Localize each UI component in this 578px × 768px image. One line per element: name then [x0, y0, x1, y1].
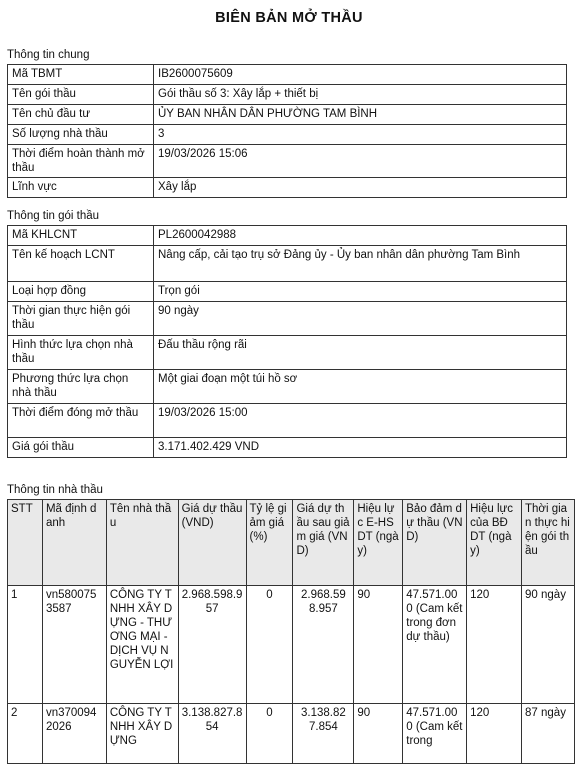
- column-header: STT: [8, 500, 43, 586]
- table-header-row: [8, 500, 575, 586]
- table-cell: 47.571.000 (Cam kết trong đơn dự thầu): [403, 586, 467, 704]
- table-cell: 3.138.827.854: [178, 704, 246, 764]
- column-header: Bảo đảm dự thầu (VND): [403, 500, 467, 586]
- page-title: BIÊN BẢN MỞ THẦU: [215, 10, 363, 26]
- table-cell: 2.968.598.957: [178, 586, 246, 704]
- row-value: 19/03/2026 15:06: [154, 145, 567, 178]
- table-cell: CÔNG TY TNHH XÂY DỰNG: [106, 704, 178, 764]
- table-row: [8, 178, 567, 198]
- row-value: Một giai đoạn một túi hồ sơ: [154, 370, 567, 404]
- bidders-table: [7, 499, 575, 764]
- table-row: [8, 246, 567, 282]
- row-value: 3.171.402.429 VND: [154, 438, 567, 458]
- table-cell: 3.138.827.854: [293, 704, 354, 764]
- row-value: 3: [154, 125, 567, 145]
- row-value: Trọn gói: [154, 282, 567, 302]
- row-label: Mã KHLCNT: [8, 226, 154, 246]
- table-cell: 87 ngày: [522, 704, 575, 764]
- table-cell: 90 ngày: [522, 586, 575, 704]
- row-value: ỦY BAN NHÂN DÂN PHƯỜNG TAM BÌNH: [154, 105, 567, 125]
- table-cell: 2: [8, 704, 43, 764]
- table-cell: CÔNG TY TNHH XÂY DỰNG - THƯƠNG MẠI - DỊCH VỤ NGUYỄN LỢI: [106, 586, 178, 704]
- row-value: 19/03/2026 15:00: [154, 404, 567, 438]
- row-value: Xây lắp: [154, 178, 567, 198]
- table-cell: 47.571.000 (Cam kết trong: [403, 704, 467, 764]
- table-row: [8, 586, 575, 704]
- row-label: Thời gian thực hiện gói thầu: [8, 302, 154, 336]
- table-cell: 120: [467, 704, 522, 764]
- row-label: Tên chủ đầu tư: [8, 105, 154, 125]
- row-label: Phương thức lựa chọn nhà thầu: [8, 370, 154, 404]
- row-label: Mã TBMT: [8, 65, 154, 85]
- column-header: Mã định danh: [42, 500, 106, 586]
- column-header: Giá dự thầu sau giảm giá (VND): [293, 500, 354, 586]
- column-header: Hiệu lực của BĐ DT (ngày): [467, 500, 522, 586]
- row-label: Thời điểm hoàn thành mở thầu: [8, 145, 154, 178]
- table-row: [8, 125, 567, 145]
- table-cell: 90: [354, 704, 403, 764]
- column-header: Giá dự thầu (VND): [178, 500, 246, 586]
- row-value: 90 ngày: [154, 302, 567, 336]
- general-info-table: [7, 64, 567, 198]
- row-value: Đấu thầu rộng rãi: [154, 336, 567, 370]
- table-row: [8, 65, 567, 85]
- table-cell: 0: [246, 704, 293, 764]
- table-cell: 0: [246, 586, 293, 704]
- table-row: [8, 336, 567, 370]
- column-header: Tên nhà thầu: [106, 500, 178, 586]
- table-cell: 2.968.598.957: [293, 586, 354, 704]
- column-header: Thời gian thực hiện gói thầu: [522, 500, 575, 586]
- column-header: Tỷ lệ giảm giá (%): [246, 500, 293, 586]
- row-label: Tên kế hoạch LCNT: [8, 246, 154, 282]
- table-row: [8, 226, 567, 246]
- table-row: [8, 370, 567, 404]
- table-row: [8, 105, 567, 125]
- table-row: [8, 704, 575, 764]
- row-label: Thời điểm đóng mở thầu: [8, 404, 154, 438]
- table-row: [8, 282, 567, 302]
- row-label: Giá gói thầu: [8, 438, 154, 458]
- package-heading: Thông tin gói thầu: [7, 210, 100, 222]
- row-label: Lĩnh vực: [8, 178, 154, 198]
- general-heading: Thông tin chung: [7, 49, 90, 61]
- column-header: Hiệu lực E-HSDT (ngày): [354, 500, 403, 586]
- row-value: Gói thầu số 3: Xây lắp + thiết bị: [154, 85, 567, 105]
- row-label: Tên gói thầu: [8, 85, 154, 105]
- table-cell: vn3700942026: [42, 704, 106, 764]
- row-value: PL2600042988: [154, 226, 567, 246]
- row-label: Số lượng nhà thầu: [8, 125, 154, 145]
- table-row: [8, 85, 567, 105]
- table-cell: 120: [467, 586, 522, 704]
- table-row: [8, 404, 567, 438]
- row-label: Hình thức lựa chọn nhà thầu: [8, 336, 154, 370]
- row-value: Nâng cấp, cải tạo trụ sở Đảng ủy - Ủy ban nhân dân phường Tam Bình: [154, 246, 567, 282]
- package-info-table: [7, 225, 567, 458]
- table-cell: vn5800753587: [42, 586, 106, 704]
- table-row: [8, 145, 567, 178]
- table-cell: 90: [354, 586, 403, 704]
- bidders-heading: Thông tin nhà thầu: [7, 484, 103, 496]
- table-row: [8, 438, 567, 458]
- table-row: [8, 302, 567, 336]
- row-label: Loại hợp đồng: [8, 282, 154, 302]
- table-cell: 1: [8, 586, 43, 704]
- row-value: IB2600075609: [154, 65, 567, 85]
